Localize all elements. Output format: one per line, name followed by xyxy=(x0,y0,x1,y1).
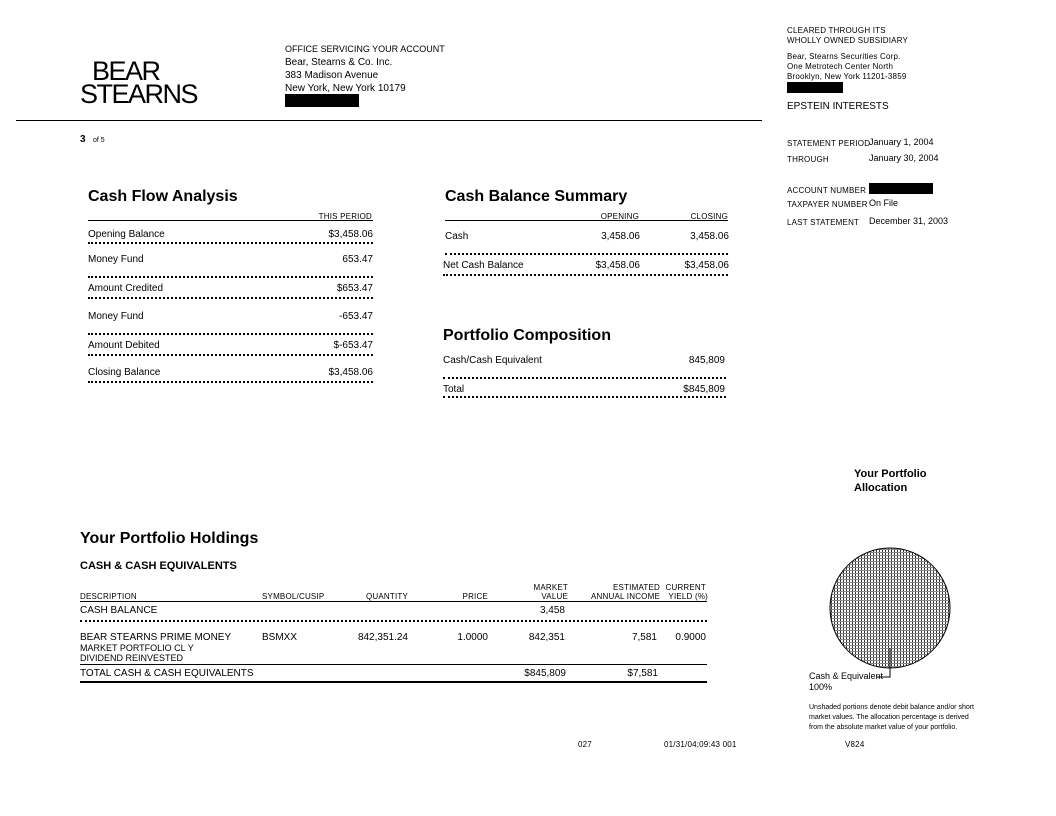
last-statement-label: LAST STATEMENT xyxy=(787,218,860,227)
holdings-row-rule xyxy=(80,664,707,665)
clearing-city: Brooklyn, New York 11201-3859 xyxy=(787,72,907,81)
allocation-slice-label: Cash & Equivalent xyxy=(809,671,884,681)
cash-balance-closing-net: $3,458.06 xyxy=(684,260,729,271)
col-header-market-1: MARKET xyxy=(533,583,568,592)
cash-balance-label-cash: Cash xyxy=(445,231,469,242)
last-statement-value: December 31, 2003 xyxy=(869,216,949,226)
cash-flow-title: Cash Flow Analysis xyxy=(88,188,238,205)
composition-label-cash: Cash/Cash Equivalent xyxy=(443,355,542,366)
bear-stearns-logo: BEAR STEARNS xyxy=(80,56,198,109)
cash-flow-header-rule xyxy=(88,220,373,221)
clearing-name: Bear, Stearns Securities Corp. xyxy=(787,52,901,61)
cash-balance-row-label: CASH BALANCE xyxy=(80,605,158,616)
col-header-quantity: QUANTITY xyxy=(365,592,408,601)
col-header-symbol: SYMBOL/CUSIP xyxy=(262,592,325,601)
page-indicator xyxy=(80,129,105,147)
account-number-label: ACCOUNT NUMBER xyxy=(787,186,867,195)
cash-flow-label-debited: Amount Debited xyxy=(88,340,160,351)
statement-period-end: January 30, 2004 xyxy=(869,153,939,163)
statement-period-label: STATEMENT PERIOD xyxy=(787,139,871,148)
office-city: New York, New York 10179 xyxy=(285,83,406,94)
footer-timestamp: 01/31/04;09:43 001 xyxy=(664,740,737,749)
dotted-rule xyxy=(88,297,373,299)
clearing-line1: CLEARED THROUGH ITS xyxy=(787,26,886,35)
allocation-slice-pct: 100% xyxy=(809,682,833,692)
clearing-street: One Metrotech Center North xyxy=(787,62,894,71)
allocation-note: Unshaded portions denote debit balance and/or short market values. The allocation percentage is derived from the absolute market value of your portfolio. xyxy=(809,704,975,731)
col-header-income-1: ESTIMATED xyxy=(613,583,660,592)
statement-period-start: January 1, 2004 xyxy=(869,137,934,147)
cash-flow-value-money-fund-debit: -653.47 xyxy=(339,311,373,322)
account-name: EPSTEIN INTERESTS xyxy=(787,101,889,112)
footer-code-1: 027 xyxy=(578,740,592,749)
cash-flow-label-money-fund-debit: Money Fund xyxy=(88,311,144,322)
dotted-rule xyxy=(443,274,728,276)
holdings-total-income: $7,581 xyxy=(627,668,658,679)
col-header-yield-1: CURRENT xyxy=(665,583,706,592)
holdings-total-label: TOTAL CASH & CASH EQUIVALENTS xyxy=(80,668,254,679)
header-rule xyxy=(16,120,762,121)
cash-flow-value-money-fund-credit: 653.47 xyxy=(342,254,373,265)
fund-description-line3: DIVIDEND REINVESTED xyxy=(80,653,184,663)
fund-annual-income: 7,581 xyxy=(631,632,657,643)
cash-balance-closing-cash: 3,458.06 xyxy=(690,231,729,242)
holdings-total-value: $845,809 xyxy=(524,668,566,679)
composition-value-total: $845,809 xyxy=(683,384,725,395)
dotted-rule xyxy=(88,242,373,244)
cash-flow-value-opening: $3,458.06 xyxy=(328,229,373,240)
cash-flow-value-credited: $653.47 xyxy=(336,283,373,294)
cash-flow-col-header: THIS PERIOD xyxy=(318,212,372,221)
redacted-block xyxy=(787,82,843,93)
dotted-rule xyxy=(445,253,728,255)
allocation-title: Your Portfolio Allocation xyxy=(854,468,927,494)
cash-balance-row-value: 3,458 xyxy=(539,605,565,616)
dotted-rule xyxy=(88,276,373,278)
cash-balance-closing-header: CLOSING xyxy=(690,212,728,221)
holdings-section-title: CASH & CASH EQUIVALENTS xyxy=(80,560,237,572)
cash-flow-label-closing: Closing Balance xyxy=(88,367,161,378)
holdings-header-rule xyxy=(80,601,707,602)
dotted-rule xyxy=(88,333,373,335)
dotted-rule xyxy=(88,381,373,383)
office-name: Bear, Stearns & Co. Inc. xyxy=(285,57,393,68)
fund-quantity: 842,351.24 xyxy=(357,632,408,643)
office-street: 383 Madison Avenue xyxy=(285,70,379,81)
cash-balance-title: Cash Balance Summary xyxy=(445,188,628,205)
col-header-description: DESCRIPTION xyxy=(80,592,137,601)
dotted-rule xyxy=(80,620,707,622)
through-label: THROUGH xyxy=(787,155,829,164)
fund-price: 1.0000 xyxy=(457,632,488,643)
cash-flow-label-money-fund-credit: Money Fund xyxy=(88,254,144,265)
fund-symbol: BSMXX xyxy=(262,632,298,643)
redacted-account-number xyxy=(869,183,933,194)
cash-flow-label-opening: Opening Balance xyxy=(88,229,165,240)
cash-balance-header-rule xyxy=(445,220,728,221)
col-header-yield-2: YIELD (%) xyxy=(668,592,708,601)
cash-balance-label-net: Net Cash Balance xyxy=(443,260,524,271)
dotted-rule xyxy=(443,396,726,398)
clearing-line2: WHOLLY OWNED SUBSIDIARY xyxy=(787,36,909,45)
holdings-title: Your Portfolio Holdings xyxy=(80,530,259,547)
footer-code-2: V824 xyxy=(845,740,865,749)
portfolio-composition-title: Portfolio Composition xyxy=(443,327,611,344)
fund-market-value: 842,351 xyxy=(528,632,565,643)
holdings-total-rule xyxy=(80,681,707,683)
cash-flow-label-credited: Amount Credited xyxy=(88,283,164,294)
fund-yield: 0.9000 xyxy=(675,632,706,643)
fund-description-line1: BEAR STEARNS PRIME MONEY xyxy=(80,632,232,643)
office-label: OFFICE SERVICING YOUR ACCOUNT xyxy=(285,44,445,54)
fund-description-line2: MARKET PORTFOLIO CL Y xyxy=(80,643,194,653)
cash-flow-value-closing: $3,458.06 xyxy=(328,367,373,378)
redacted-block xyxy=(285,94,359,107)
dotted-rule xyxy=(443,377,726,379)
cash-balance-opening-net: $3,458.06 xyxy=(595,260,640,271)
page-total: of 5 xyxy=(93,137,105,144)
composition-label-total: Total xyxy=(443,384,465,395)
composition-value-cash: 845,809 xyxy=(688,355,725,366)
taxpayer-value: On File xyxy=(869,198,899,208)
cash-balance-opening-cash: 3,458.06 xyxy=(601,231,640,242)
taxpayer-label: TAXPAYER NUMBER xyxy=(787,200,868,209)
page-current: 3 xyxy=(80,134,86,145)
col-header-market-2: VALUE xyxy=(541,592,568,601)
col-header-income-2: ANNUAL INCOME xyxy=(591,592,660,601)
dotted-rule xyxy=(88,354,373,356)
col-header-price: PRICE xyxy=(462,592,488,601)
cash-flow-value-debited: $-653.47 xyxy=(333,340,373,351)
cash-balance-opening-header: OPENING xyxy=(600,212,639,221)
